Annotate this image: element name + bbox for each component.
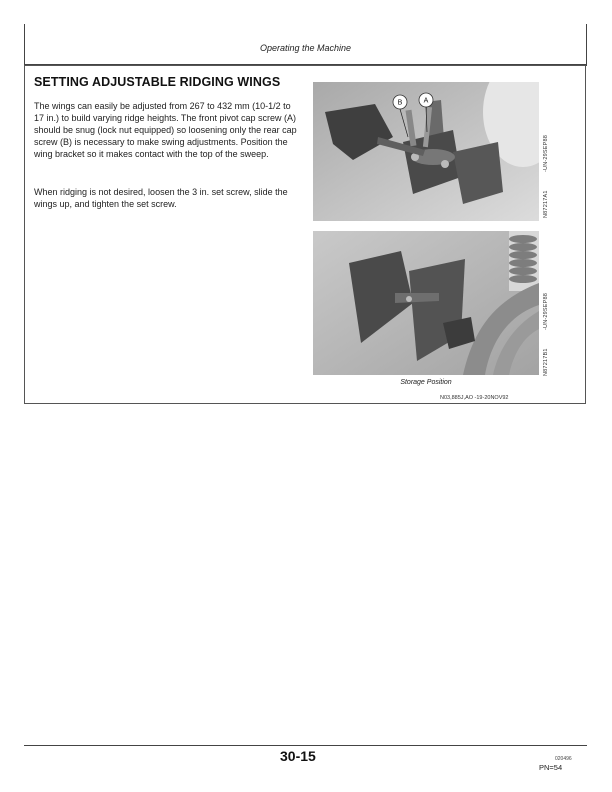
figure-reference-code: N03,885J,AO -19-20NOV92 [440, 395, 509, 401]
figure-1-date: -UN-29SEP88 [543, 134, 549, 172]
footer-pn: PN=54 [539, 763, 563, 772]
figure-2-date: -UN-29SEP88 [543, 292, 549, 330]
storage-position-illustration [313, 231, 539, 375]
footer-code: 020496 [555, 756, 572, 762]
figure-2-caption: Storage Position [400, 379, 452, 386]
ridging-wings-illustration [313, 82, 539, 221]
body-paragraph-2: When ridging is not desired, loosen the 3 in. set screw, slide the wings up, and tighten the set screw. [34, 187, 288, 209]
callout-b-label: B [397, 99, 403, 107]
running-header: Operating the Machine [259, 43, 352, 53]
photo-storage-position [313, 231, 539, 375]
body-paragraph-1: The wings can easily be adjusted from 267 to 432 mm (10-1/2 to 17 in.) to build varying ridge heights. The front pivot cap screw (A) should be snug (lock nut equipped) so loosening only the rear cap screw (B) is necessary to make swing adjustments. Position the wing bracket so it makes contact with the top of the sweep. [34, 101, 297, 159]
callout-a-label: A [423, 97, 429, 105]
figure-1-id: N87217A1 [543, 190, 549, 218]
page-number: 30-15 [280, 748, 316, 764]
section-title: SETTING ADJUSTABLE RIDGING WINGS [34, 75, 281, 89]
figure-2-id: N87217B1 [543, 348, 549, 376]
photo-ridging-wings [313, 82, 539, 221]
footer-rule [24, 745, 587, 746]
